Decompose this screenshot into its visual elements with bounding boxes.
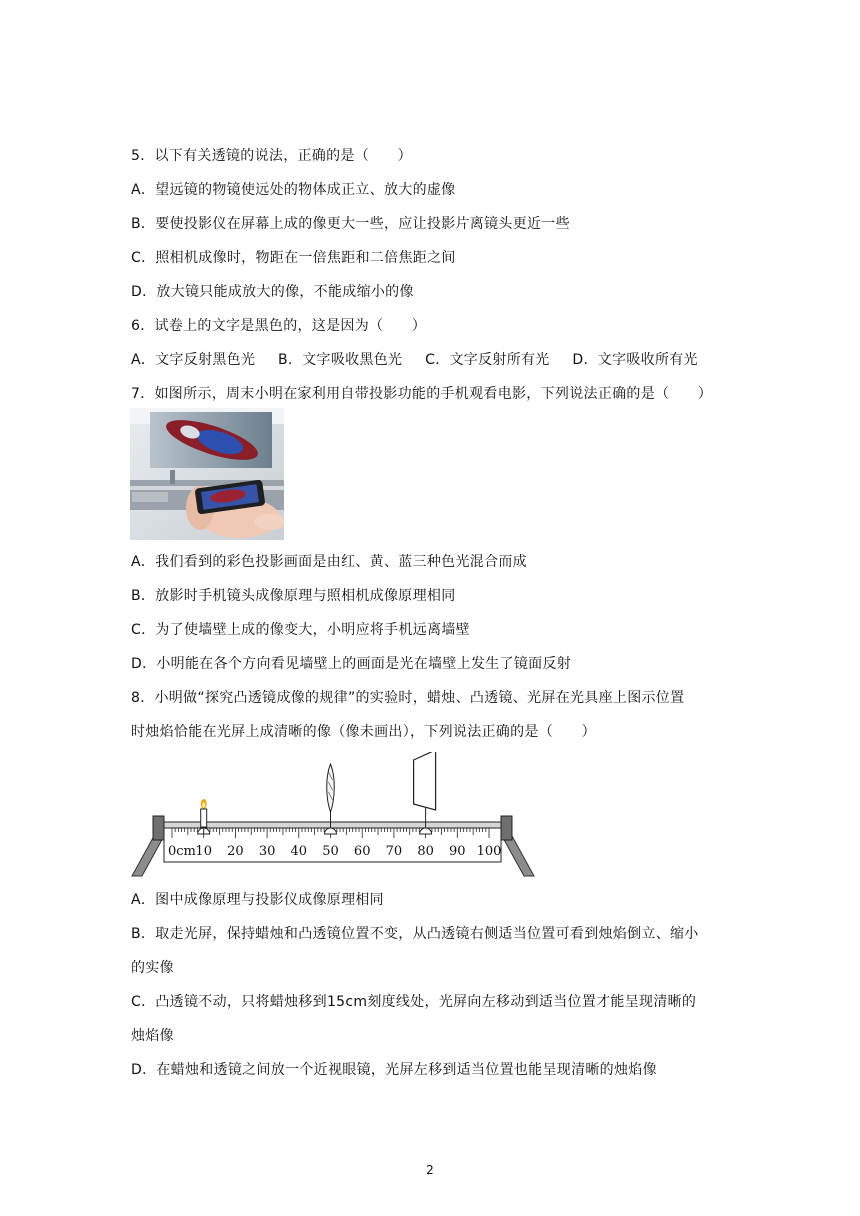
scale-label: 70 xyxy=(385,844,403,859)
scale-label: 80 xyxy=(417,844,434,859)
scale-label: 40 xyxy=(290,844,308,859)
q6-option-a: A．文字反射黑色光 xyxy=(131,352,256,368)
bench-left-block xyxy=(153,816,164,840)
bench-right-block xyxy=(501,816,512,840)
q8-stem-line1: 8．小明做“探究凸透镜成像的规律”的实验时，蜡烛、凸透镜、光屏在光具座上图示位置 xyxy=(131,690,685,706)
q8-option-c-line2: 烛焰像 xyxy=(131,1028,174,1044)
q8-option-b-line2: 的实像 xyxy=(131,960,174,976)
q8-stem-line2: 时烛焰恰能在光屏上成清晰的像（像未画出），下列说法正确的是（ ） xyxy=(131,724,596,740)
q7-stem: 7．如图所示，周末小明在家利用自带投影功能的手机观看电影，下列说法正确的是（ ） xyxy=(131,386,713,402)
q6-stem: 6．试卷上的文字是黑色的，这是因为（ ） xyxy=(131,318,427,334)
optical-bench-svg xyxy=(128,752,538,880)
phone-projector-photo xyxy=(130,408,284,540)
q7-option-d: D．小明能在各个方向看见墙壁上的画面是光在墙壁上发生了镜面反射 xyxy=(131,656,572,672)
q5-option-d: D．放大镜只能成放大的像，不能成缩小的像 xyxy=(131,284,414,300)
candle-body xyxy=(201,809,207,827)
scale-label: 90 xyxy=(449,844,466,859)
q8-option-a: A．图中成像原理与投影仪成像原理相同 xyxy=(131,892,384,908)
q7-option-a: A．我们看到的彩色投影画面是由红、黄、蓝三种色光混合而成 xyxy=(131,554,527,570)
screen-panel xyxy=(414,752,436,810)
q6-option-c: C．文字反射所有光 xyxy=(425,352,550,368)
lens-body xyxy=(327,764,335,812)
candle-flame-core xyxy=(202,802,205,807)
q5-stem: 5．以下有关透镜的说法，正确的是（ ） xyxy=(131,148,412,164)
scale-label: 10 xyxy=(195,844,212,859)
q5-option-c: C．照相机成像时，物距在一倍焦距和二倍焦距之间 xyxy=(131,250,456,266)
q8-option-b-line1: B．取走光屏，保持蜡烛和凸透镜位置不变，从凸透镜右侧适当位置可看到烛焰倒立、缩小 xyxy=(131,926,699,942)
q8-option-d: D．在蜡烛和透镜之间放一个近视眼镜，光屏左移到适当位置也能呈现清晰的烛焰像 xyxy=(131,1062,657,1078)
scale-label: 20 xyxy=(227,844,244,859)
optical-bench-diagram xyxy=(128,752,538,880)
bench-right-leg xyxy=(502,836,534,876)
scale-label: 30 xyxy=(258,844,276,859)
q6-option-d: D．文字吸收所有光 xyxy=(572,352,698,368)
q5-option-b: B．要使投影仪在屏幕上成的像更大一些，应让投影片离镜头更近一些 xyxy=(131,216,570,232)
q5-option-a: A．望远镜的物镜使远处的物体成正立、放大的虚像 xyxy=(131,182,456,198)
q8-option-c-line1: C．凸透镜不动，只将蜡烛移到15cm刻度线处，光屏向左移动到适当位置才能呈现清晰的 xyxy=(131,994,697,1010)
bench-left-leg xyxy=(132,836,164,876)
q6-option-b: B．文字吸收黑色光 xyxy=(278,352,403,368)
q7-option-c: C．为了使墙壁上成的像变大，小明应将手机远离墙壁 xyxy=(131,622,470,638)
photo-illustration xyxy=(130,408,284,540)
scale-label: 0cm xyxy=(168,844,196,859)
scale-label: 100 xyxy=(476,844,502,859)
scale-label: 50 xyxy=(322,844,339,859)
bench-rail-top xyxy=(164,822,501,828)
q6-options xyxy=(131,350,716,370)
scale-label: 60 xyxy=(353,844,371,859)
page-number: 2 xyxy=(426,1163,434,1177)
q7-option-b: B．放影时手机镜头成像原理与照相机成像原理相同 xyxy=(131,588,456,604)
